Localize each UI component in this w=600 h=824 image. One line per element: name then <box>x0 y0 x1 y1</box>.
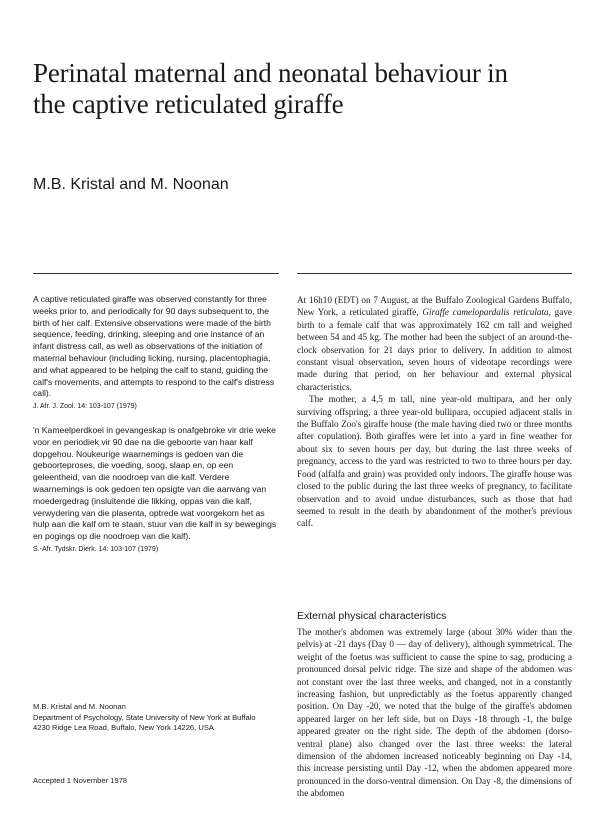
abstract-afrikaans-text: 'n Kameelperdkoei in gevangeskap is onafgebroke vir drie weke voor en periodiek vir 90 dae na die geboorte van haar kalf dopgehou. Noukeurige waarnemings is gedoen van die geboorteproses, die voeding, soog, slaap en, op een geleentheid, van die noodroep van die kalf. Verdere waarnemings is ook gedoen ten opsigte van die aanvang van moedergedrag (insluitende die likking, oppas van die kalf, verwydering van die plasenta, optrede wat voorgekom het as hulp aan die kalf om te staan, stuur van die kalf in sy bewegings en pogings op die noodroep van die kalf). <box>33 425 277 542</box>
body-paragraph-2: The mother, a 4,5 m tall, nine year-old multipara, and her only surviving offspring, a three year-old bullipara, occupied adjacent stalls in the Buffalo Zoo's giraffe house (the male having died two or three months after copulation). Both giraffes were let into a yard in fine weather for about six to seven hours per day, but during the last three weeks of pregnancy, access to the yard was restricted to two to three hours per day. Food (alfalfa and grain) was provided only indoors. The giraffe house was closed to the public during the last three weeks of pregnancy, to facilitate observation and to avoid undue disturbances, such as those that had seemed to result in the death by abandonment of the mother's previous calf. <box>297 394 572 529</box>
body-paragraph-1-end: , gave birth to a female calf that was approximately 162 cm tall and weighed between 54 and 45 kg. The mother had been the subject of an around-the-clock observation for 21 days prior to delivery. In addition to almost constant visual observation, seven hours of videotape recordings were made during that period, on her behaviour and external physical characteristics. <box>297 307 572 392</box>
affiliation-line-1: Department of Psychology, State University of New York at Buffalo <box>33 712 256 722</box>
species-name: Giraffe camelopardalis reticulata <box>422 307 549 318</box>
section-heading: External physical characteristics <box>297 610 447 622</box>
divider-left <box>33 273 279 274</box>
abstract-afrikaans-reference: S.-Afr. Tydskr. Dierk. 14: 103-107 (1979) <box>33 545 159 553</box>
section-body <box>297 626 572 800</box>
abstract-english <box>33 294 279 412</box>
body-paragraph-1-start: At 16h10 (EDT) on 7 August, at the Buffalo Zoological Gardens Buffalo, New York, a reticulated giraffe, <box>297 295 572 318</box>
accepted-date: Accepted 1 November 1978 <box>33 776 128 785</box>
title-line-1: Perinatal maternal and neonatal behaviour in <box>33 58 508 88</box>
author-affiliation <box>33 702 283 734</box>
affiliation-names: M.B. Kristal and M. Noonan <box>33 702 126 711</box>
article-title <box>33 58 573 120</box>
body-paragraph-1 <box>297 294 572 393</box>
authors: M.B. Kristal and M. Noonan <box>33 176 229 193</box>
abstract-english-reference: J. Afr. J. Zool. 14: 103-107 (1979) <box>33 403 137 411</box>
affiliation-line-2: 4230 Ridge Lea Road, Buffalo, New York 14226, USA <box>33 723 214 733</box>
divider-right <box>297 273 572 274</box>
abstract-afrikaans <box>33 425 279 555</box>
abstract-english-text: A captive reticulated giraffe was observed constantly for three weeks prior to, and periodically for 90 days subsequent to, the birth of her calf. Extensive observations were made of the birth sequence, feeding, drinking, sleeping and one instance of an infant distress call, as well as observations of the initiation of maternal behaviour (including licking, nursing, placentophagia, and what appeared to be helping the calf to stand, guiding the calf's movements, and attempts to respond to the calf's distress call). <box>33 294 275 399</box>
title-line-2: the captive reticulated giraffe <box>33 89 344 119</box>
body-intro <box>297 294 572 530</box>
section-paragraph: The mother's abdomen was extremely large (about 30% wider than the pelvis) at -21 days (Day 0 — day of delivery), although symmetrical. The weight of the foetus was sufficient to cause the spine to sag, producing a pronounced dorsal pelvic ridge. The size and shape of the abdomen was not constant over the last three weeks, and changed, not in a constantly increasing fashion, but unpredictably as the foetus apparently changed position. On Day -20, we noted that the bulge of the giraffe's abdomen appeared larger on her left side, but on Days -18 through -1, the bulge appeared greater on the right side. The depth of the abdomen (dorso-ventral plane) also changed over the last three weeks: the lateral dimension of the abdomen increased noticeably beginning on Day -14, this increase persisting until Day -12, when the abdomen appeared more pronounced in the dorso-ventral dimension. On Day -8, the dimensions of the abdomen <box>297 627 572 799</box>
